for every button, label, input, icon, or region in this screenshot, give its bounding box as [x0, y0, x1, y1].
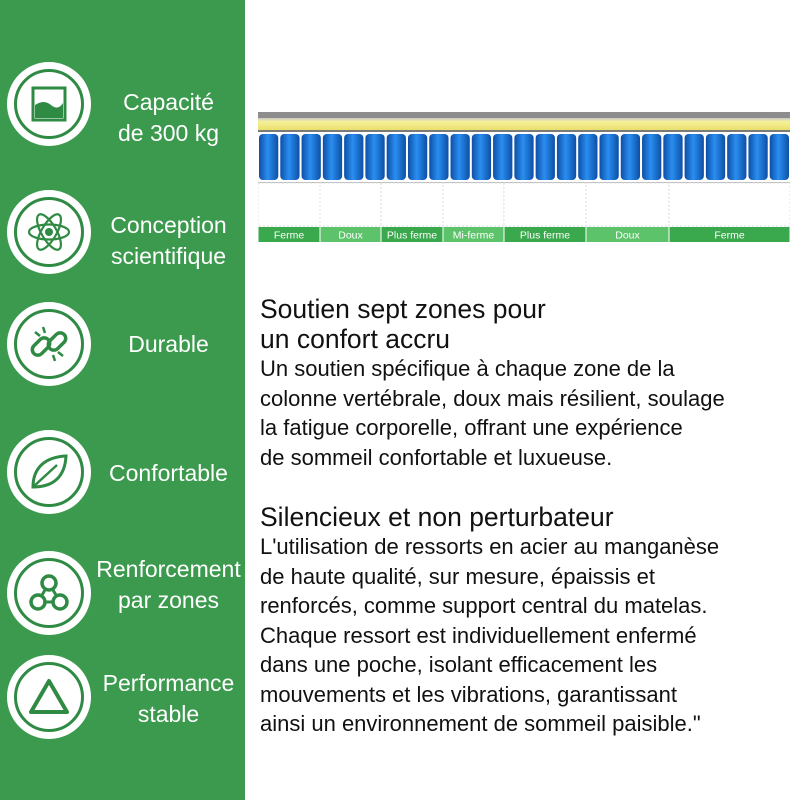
spring-pocket — [280, 134, 299, 180]
spring-pocket — [493, 134, 512, 180]
spring-pocket — [514, 134, 533, 180]
section-silent — [260, 502, 790, 739]
spring-pocket — [557, 134, 576, 180]
feature-comfort — [0, 418, 245, 528]
pocket-springs — [259, 134, 789, 180]
section-text-line: Un soutien spécifique à chaque zone de la — [260, 356, 675, 381]
spring-pocket — [578, 134, 597, 180]
spring-pocket — [302, 134, 321, 180]
section-text-line: de sommeil confortable et luxueuse. — [260, 444, 613, 470]
zone-label: Doux — [615, 229, 640, 242]
chain-link-icon — [24, 319, 74, 369]
spring-pocket — [685, 134, 704, 180]
section-text-line: dans une poche, isolant efficacement les — [260, 652, 658, 677]
spring-pocket — [408, 134, 427, 180]
feature-icon-badge — [7, 62, 91, 146]
feature-label: Renforcement par zones — [96, 556, 241, 613]
feature-icon-badge — [7, 655, 91, 739]
spring-pocket — [323, 134, 342, 180]
spring-pocket — [727, 134, 746, 180]
leaf-icon — [24, 447, 74, 497]
spring-pocket — [770, 134, 789, 180]
section-title: Soutien sept zones pour — [260, 294, 546, 324]
spring-pocket — [748, 134, 767, 180]
foam-layer — [258, 118, 790, 130]
section-text-line: L'utilisation de ressorts en acier au manganèse — [260, 534, 720, 559]
feature-label: Durable — [128, 331, 209, 357]
spring-pocket — [429, 134, 448, 180]
zones-network-icon — [24, 568, 74, 618]
feature-stable-performance — [0, 655, 245, 765]
spring-pocket — [536, 134, 555, 180]
feature-label: Confortable — [109, 460, 228, 486]
spring-pocket — [599, 134, 618, 180]
zone-guide — [504, 183, 586, 226]
feature-zone-reinforcement — [0, 545, 245, 655]
zone-guide — [669, 183, 790, 226]
section-title: Silencieux et non perturbateur — [260, 502, 614, 532]
feature-label: Performance stable — [102, 670, 235, 727]
zone-label: Doux — [338, 229, 363, 242]
triangle-icon — [24, 672, 74, 722]
spring-pocket — [663, 134, 682, 180]
spring-pocket — [472, 134, 491, 180]
zone-guide — [320, 183, 381, 226]
section-text-line: ainsi un environnement de sommeil paisible." — [260, 711, 701, 736]
mattress-cover-top — [258, 112, 790, 118]
feature-label: Capacité de 300 kg — [117, 89, 220, 146]
spring-pocket — [621, 134, 640, 180]
seven-zone-mattress-diagram — [258, 110, 790, 250]
section-text-line: de haute qualité, sur mesure, épaissis et — [260, 563, 656, 589]
zone-bar — [259, 227, 790, 242]
spring-pocket — [451, 134, 470, 180]
section-text-line: Chaque ressort est individuellement enfermé — [260, 622, 697, 648]
spring-pocket — [706, 134, 725, 180]
zone-guide — [258, 183, 320, 226]
zone-guides — [258, 183, 790, 226]
feature-icon-badge — [7, 302, 91, 386]
atom-icon — [24, 207, 74, 257]
zone-label: Plus ferme — [386, 229, 438, 242]
zone-guide — [381, 183, 443, 226]
spring-pocket — [387, 134, 406, 180]
section-text-line: renforcés, comme support central du matelas. — [260, 593, 708, 618]
section-text-line: la fatigue corporelle, offrant une expérience — [260, 415, 683, 440]
section-seven-zones — [260, 294, 790, 472]
feature-science — [0, 178, 245, 288]
zone-label: Ferme — [273, 229, 305, 242]
feature-label: Conception scientifique — [110, 212, 227, 269]
zone-label: Ferme — [714, 229, 745, 242]
zone-label: Mi-ferme — [452, 229, 495, 242]
zone-guide — [586, 183, 669, 226]
zone-label: Plus ferme — [519, 229, 571, 242]
spring-pocket — [642, 134, 661, 180]
features-sidebar — [0, 0, 245, 800]
section-text-line: colonne vertébrale, doux mais résilient, soulage — [260, 385, 725, 411]
feature-durable — [0, 290, 245, 400]
feature-icon-badge — [7, 190, 91, 274]
feature-icon-badge — [7, 430, 91, 514]
feature-icon-badge — [7, 551, 91, 635]
spring-pocket — [259, 134, 278, 180]
spring-pocket — [344, 134, 363, 180]
feature-capacity — [0, 48, 245, 158]
weight-capacity-icon — [24, 79, 74, 129]
section-title: un confort accru — [260, 324, 451, 354]
zone-guide — [443, 183, 504, 226]
section-text-line: mouvements et les vibrations, garantissant — [260, 681, 677, 707]
spring-pocket — [365, 134, 384, 180]
